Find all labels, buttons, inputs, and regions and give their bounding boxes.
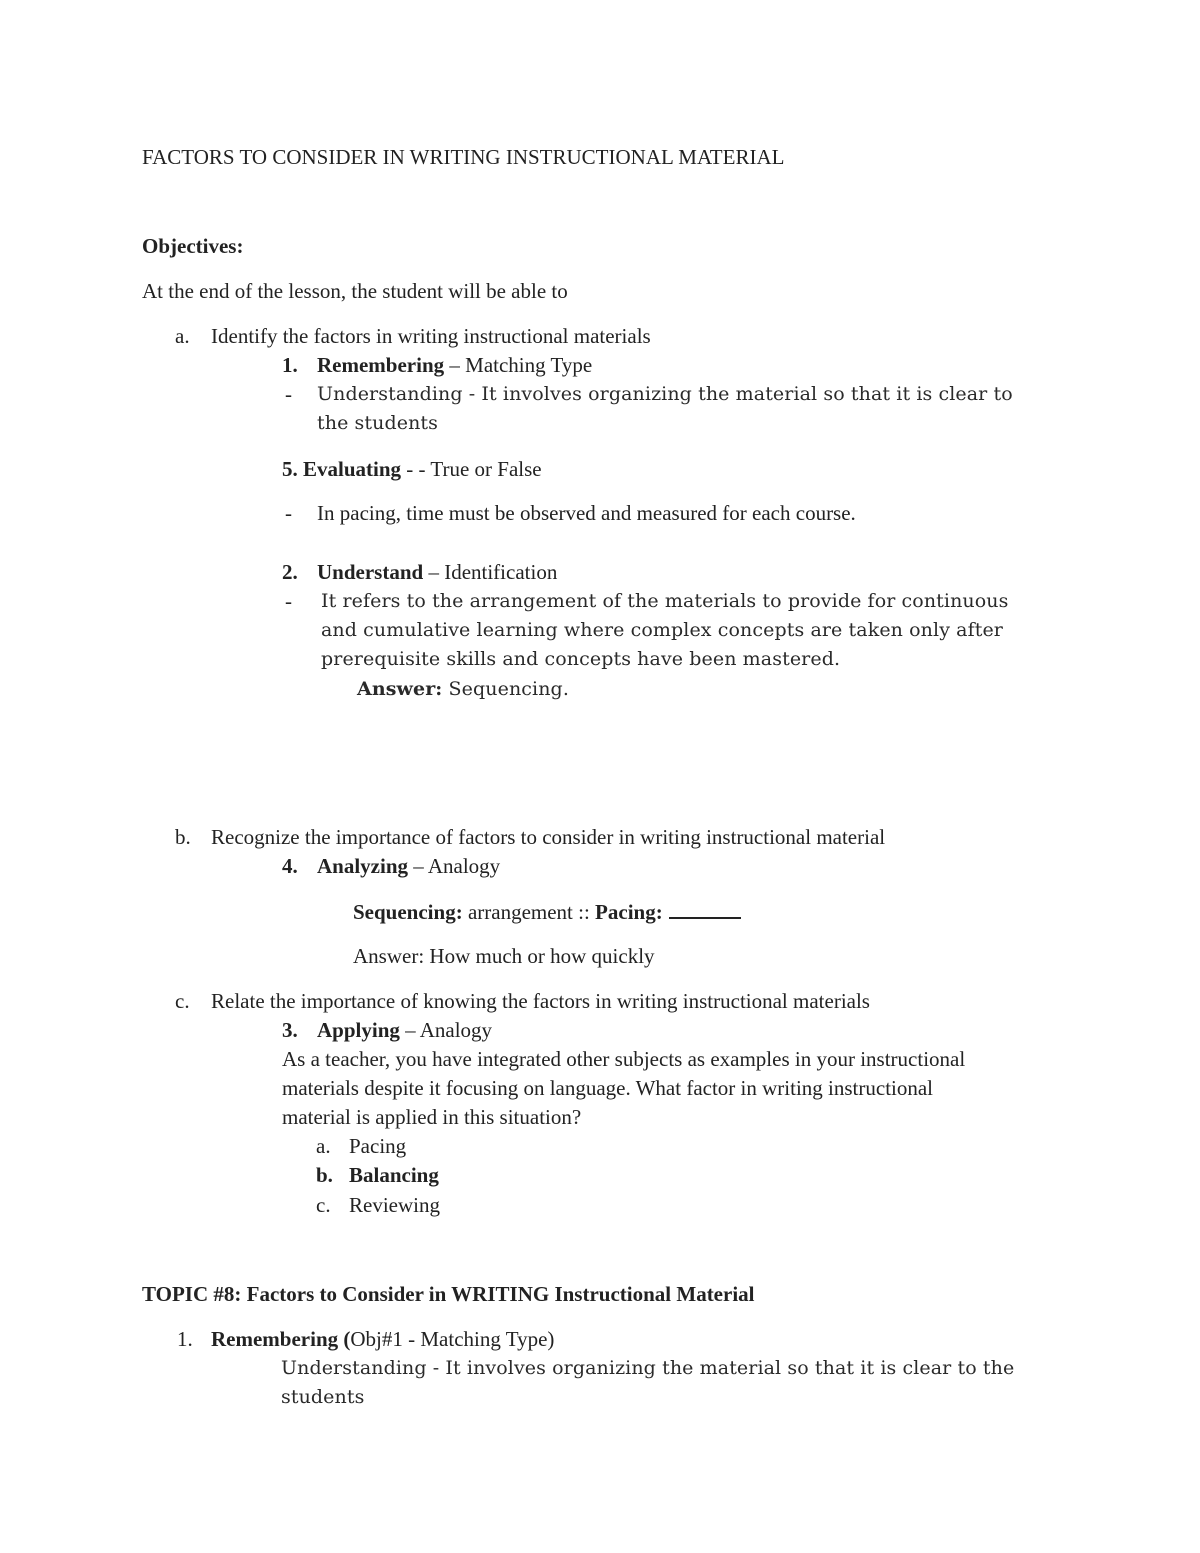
- q3-text-line1: As a teacher, you have integrated other subjects as examples in your instructional: [282, 1047, 966, 1071]
- q4-answer: Answer: How much or how quickly: [353, 944, 655, 968]
- q2-type: – Identification: [423, 560, 558, 584]
- topic-item1-label: Remembering (: [211, 1327, 351, 1351]
- objective-a-marker: a.: [175, 324, 190, 348]
- q2-answer-label: Answer:: [357, 678, 443, 700]
- choice-b-marker: b.: [316, 1163, 333, 1187]
- objective-c-marker: c.: [175, 989, 190, 1013]
- objective-c-text: Relate the importance of knowing the factors in writing instructional materials: [211, 989, 870, 1013]
- choice-b-text: Balancing: [349, 1163, 439, 1187]
- answer-blank: [669, 897, 741, 919]
- analogy-line: [353, 897, 741, 927]
- q1-label: Remembering: [317, 353, 445, 377]
- document-title: FACTORS TO CONSIDER IN WRITING INSTRUCTIONAL MATERIAL: [142, 145, 785, 169]
- analogy-middle: arrangement ::: [462, 900, 596, 924]
- q2-answer: [357, 675, 569, 704]
- q5-type: - - True or False: [401, 457, 542, 481]
- choice-c-text: Reviewing: [349, 1193, 440, 1217]
- topic-item1-text-line1: Understanding - It involves organizing the material so that it is clear to the: [281, 1357, 1015, 1379]
- q1-heading: [317, 351, 592, 380]
- q5-label: 5. Evaluating: [282, 457, 402, 481]
- topic-item1-type: Obj#1 - Matching Type): [350, 1327, 555, 1351]
- objective-b-marker: b.: [175, 825, 191, 849]
- q2-text-line3: prerequisite skills and concepts have been mastered.: [321, 648, 841, 670]
- topic-item1-marker: 1.: [177, 1327, 193, 1351]
- topic-item1-heading: [211, 1325, 554, 1354]
- analogy-term-b: Pacing:: [595, 900, 663, 924]
- q2-number: 2.: [282, 560, 298, 584]
- objectives-heading: Objectives:: [142, 234, 244, 258]
- q1-text-line1: Understanding - It involves organizing the material so that it is clear to: [317, 383, 1013, 405]
- choice-c-marker: c.: [316, 1193, 331, 1217]
- q2-text-line2: and cumulative learning where complex concepts are taken only after: [321, 619, 1003, 641]
- q4-heading: [317, 852, 500, 881]
- objective-b-text: Recognize the importance of factors to consider in writing instructional material: [211, 825, 886, 849]
- q4-label: Analyzing: [317, 854, 409, 878]
- q1-dash: -: [285, 382, 292, 406]
- q2-label: Understand: [317, 560, 424, 584]
- q5-heading: [282, 455, 542, 484]
- q3-text-line3: material is applied in this situation?: [282, 1105, 582, 1129]
- q2-answer-value: Sequencing.: [442, 678, 569, 700]
- q5-dash: -: [285, 501, 292, 525]
- q2-text-line1: It refers to the arrangement of the materials to provide for continuous: [321, 590, 1009, 612]
- q3-heading: [317, 1016, 492, 1045]
- q3-type: – Analogy: [399, 1018, 493, 1042]
- topic-item1-text-line2: students: [281, 1386, 365, 1408]
- q2-dash: -: [285, 589, 292, 613]
- q1-number: 1.: [282, 353, 298, 377]
- q3-number: 3.: [282, 1018, 298, 1042]
- objectives-intro: At the end of the lesson, the student will be able to: [142, 279, 568, 303]
- q2-heading: [317, 558, 557, 587]
- analogy-term-a: Sequencing:: [353, 900, 463, 924]
- objective-a-text: Identify the factors in writing instructional materials: [211, 324, 651, 348]
- q3-text-line2: materials despite it focusing on language. What factor in writing instructional: [282, 1076, 934, 1100]
- q4-type: – Analogy: [408, 854, 501, 878]
- q3-label: Applying: [317, 1018, 400, 1042]
- choice-a-text: Pacing: [349, 1134, 407, 1158]
- q4-number: 4.: [282, 854, 298, 878]
- choice-a-marker: a.: [316, 1134, 331, 1158]
- q1-type: – Matching Type: [444, 353, 593, 377]
- q1-text-line2: the students: [317, 412, 439, 434]
- q5-text: In pacing, time must be observed and measured for each course.: [317, 501, 856, 525]
- topic-heading: TOPIC #8: Factors to Consider in WRITING Instructional Material: [142, 1282, 755, 1306]
